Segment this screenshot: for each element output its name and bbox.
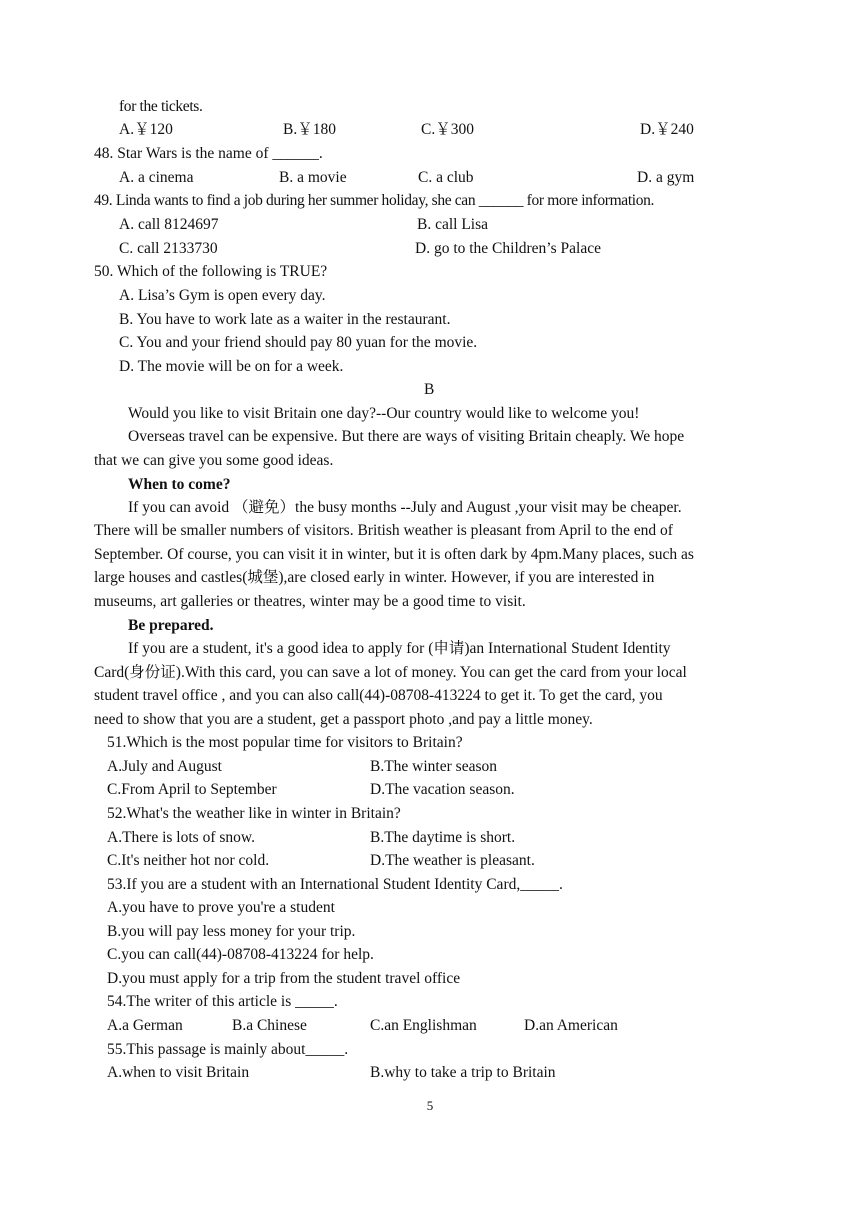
option-b: B.The daytime is short.	[370, 829, 516, 846]
option-a: A.when to visit Britain	[107, 1064, 250, 1081]
option-c: C.an Englishman	[370, 1017, 477, 1034]
option-b: B.￥180	[283, 121, 336, 138]
question-50-option-a: A. Lisa’s Gym is open every day.	[119, 287, 326, 304]
option-c: C.￥300	[421, 121, 474, 138]
question-53-stem: 53.If you are a student with an International Student Identity Card,_____.	[107, 876, 563, 893]
option-d: D.The weather is pleasant.	[370, 852, 535, 869]
question-48-stem: 48. Star Wars is the name of ______.	[94, 145, 323, 162]
question-53-option-c: C.you can call(44)-08708-413224 for help.	[107, 946, 374, 963]
passage-intro: Would you like to visit Britain one day?--Our country would like to welcome you!	[128, 405, 640, 422]
passage-paragraph-line: Overseas travel can be expensive. But there are ways of visiting Britain cheaply. We hope	[128, 428, 685, 445]
option-b: B. call Lisa	[417, 216, 489, 233]
option-a: A.There is lots of snow.	[107, 829, 255, 846]
question-54-stem: 54.The writer of this article is _____.	[107, 993, 338, 1010]
question-50-option-d: D. The movie will be on for a week.	[119, 358, 344, 375]
passage-paragraph-line: Card(身份证).With this card, you can save a lot of money. You can get the card from your local	[94, 664, 687, 681]
passage-paragraph-line: September. Of course, you can visit it in winter, but it is often dark by 4pm.Many places, such as	[94, 546, 694, 563]
option-a: A. call 8124697	[119, 216, 219, 233]
section-heading-when-to-come: When to come?	[128, 476, 231, 493]
question-53-option-a: A.you have to prove you're a student	[107, 899, 335, 916]
question-53-option-b: B.you will pay less money for your trip.	[107, 923, 356, 940]
section-heading-be-prepared: Be prepared.	[128, 617, 214, 634]
question-50-stem: 50. Which of the following is TRUE?	[94, 263, 328, 280]
option-a: A.July and August	[107, 758, 222, 775]
option-b: B.The winter season	[370, 758, 497, 775]
option-a: A. a cinema	[119, 169, 194, 186]
passage-paragraph-line: There will be smaller numbers of visitors. British weather is pleasant from April to the end of	[94, 522, 673, 539]
option-c: C.From April to September	[107, 781, 277, 798]
option-b: B. a movie	[279, 169, 347, 186]
option-d: D.an American	[524, 1017, 618, 1034]
option-d: D. a gym	[637, 169, 695, 186]
question-50-option-c: C. You and your friend should pay 80 yuan for the movie.	[119, 334, 478, 351]
option-b: B.a Chinese	[232, 1017, 307, 1034]
question-49-stem: 49. Linda wants to find a job during her summer holiday, she can ______ for more information.	[94, 192, 655, 209]
option-d: D. go to the Children’s Palace	[415, 240, 601, 257]
section-label-b: B	[424, 381, 435, 398]
passage-paragraph-line: If you can avoid （避免）the busy months --July and August ,your visit may be cheaper.	[128, 499, 682, 516]
passage-paragraph-line: large houses and castles(城堡),are closed early in winter. However, if you are interested in	[94, 569, 655, 586]
question-51-stem: 51.Which is the most popular time for visitors to Britain?	[107, 734, 463, 751]
passage-paragraph-line: If you are a student, it's a good idea to apply for (申请)an International Student Identity	[128, 640, 671, 657]
option-d: D.￥240	[640, 121, 694, 138]
option-c: C. a club	[418, 169, 474, 186]
passage-paragraph-line: need to show that you are a student, get a passport photo ,and pay a little money.	[94, 711, 593, 728]
passage-paragraph-line: student travel office , and you can also call(44)-08708-413224 to get it. To get the card, you	[94, 687, 663, 704]
question-55-stem: 55.This passage is mainly about_____.	[107, 1041, 349, 1058]
page-number: 5	[426, 1098, 434, 1113]
question-53-option-d: D.you must apply for a trip from the student travel office	[107, 970, 461, 987]
option-d: D.The vacation season.	[370, 781, 515, 798]
option-b: B.why to take a trip to Britain	[370, 1064, 556, 1081]
question-tail-line: for the tickets.	[119, 98, 203, 115]
question-52-stem: 52.What's the weather like in winter in Britain?	[107, 805, 401, 822]
option-c: C.It's neither hot nor cold.	[107, 852, 270, 869]
question-50-option-b: B. You have to work late as a waiter in the restaurant.	[119, 311, 451, 328]
passage-paragraph-line: that we can give you some good ideas.	[94, 452, 334, 469]
option-a: A.a German	[107, 1017, 183, 1034]
option-c: C. call 2133730	[119, 240, 218, 257]
passage-paragraph-line: museums, art galleries or theatres, winter may be a good time to visit.	[94, 593, 526, 610]
option-a: A.￥120	[119, 121, 173, 138]
